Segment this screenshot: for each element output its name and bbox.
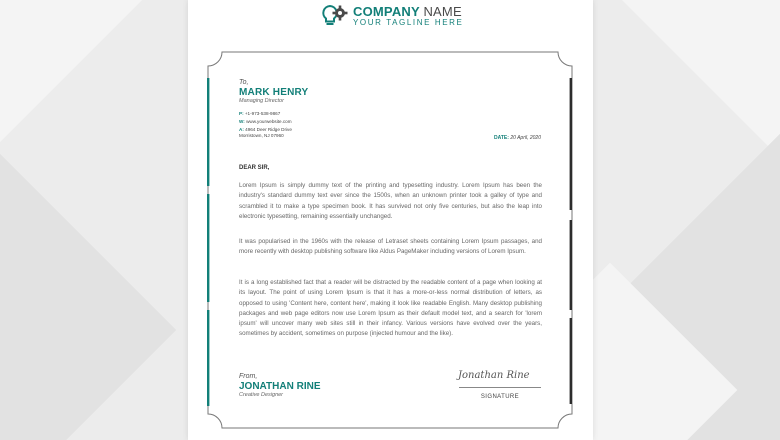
company-tagline: YOUR TAGLINE HERE xyxy=(353,18,464,27)
recipient-title: Managing Director xyxy=(239,98,284,104)
letterhead-page xyxy=(188,0,593,440)
signature-label: SIGNATURE xyxy=(480,394,520,400)
company-name: COMPANY NAME xyxy=(353,4,462,19)
from-label: From, xyxy=(239,373,258,380)
recipient-website: W: www.yourwebsite.com xyxy=(239,119,292,124)
background-facet xyxy=(582,0,780,158)
background-facet xyxy=(0,0,212,142)
salutation: DEAR SIR, xyxy=(239,165,270,171)
background-facet xyxy=(0,104,176,440)
sender-name: JONATHAN RINE xyxy=(239,381,321,392)
recipient-address-line2: Morristown, NJ 07960 xyxy=(239,133,284,138)
body-paragraph-2: It was popularised in the 1960s with the release of Letraset sheets containing Lorem Ipsum passages, and more recently with desktop publishing software like Aldus PageMaker including versions of Lorem Ipsum. xyxy=(239,238,542,256)
recipient-address: A: 4964 Deer Ridge Drive xyxy=(239,127,292,132)
body-paragraph-1: Lorem Ipsum is simply dummy text of the printing and typesetting industry. Lorem Ipsum has been the industry's standard dummy text ever since the 1500s, when an unknown printer took a galley of type and scrambled it to make a type specimen book. It has survived not only five centuries, but also the leap into electronic typesetting, remaining essentially unchanged. xyxy=(239,182,542,220)
recipient-phone: P: +1-973-538-9867 xyxy=(239,111,281,116)
recipient-name: MARK HENRY xyxy=(239,87,309,98)
sender-title: Creative Designer xyxy=(239,392,284,398)
handwritten-signature: Jonathan Rine xyxy=(458,370,530,381)
letter-date: DATE: 20 April, 2020 xyxy=(494,135,541,141)
signature-line xyxy=(459,387,541,388)
to-label: To, xyxy=(239,79,249,86)
body-paragraph-3: It is a long established fact that a reader will be distracted by the readable content of a page when looking at its layout. The point of using Lorem Ipsum is that it has a more-or-less normal distribution of letters, as opposed to using 'Content here, content here', making it look like readable English. Many desktop publishing packages and web page editors now use Lorem Ipsum as their default model text, and a search for 'lorem ipsum' will uncover many web sites still in their infancy. Various versions have evolved over the years, sometimes by accident, sometimes on purpose (injected humour and the like). xyxy=(239,279,542,338)
